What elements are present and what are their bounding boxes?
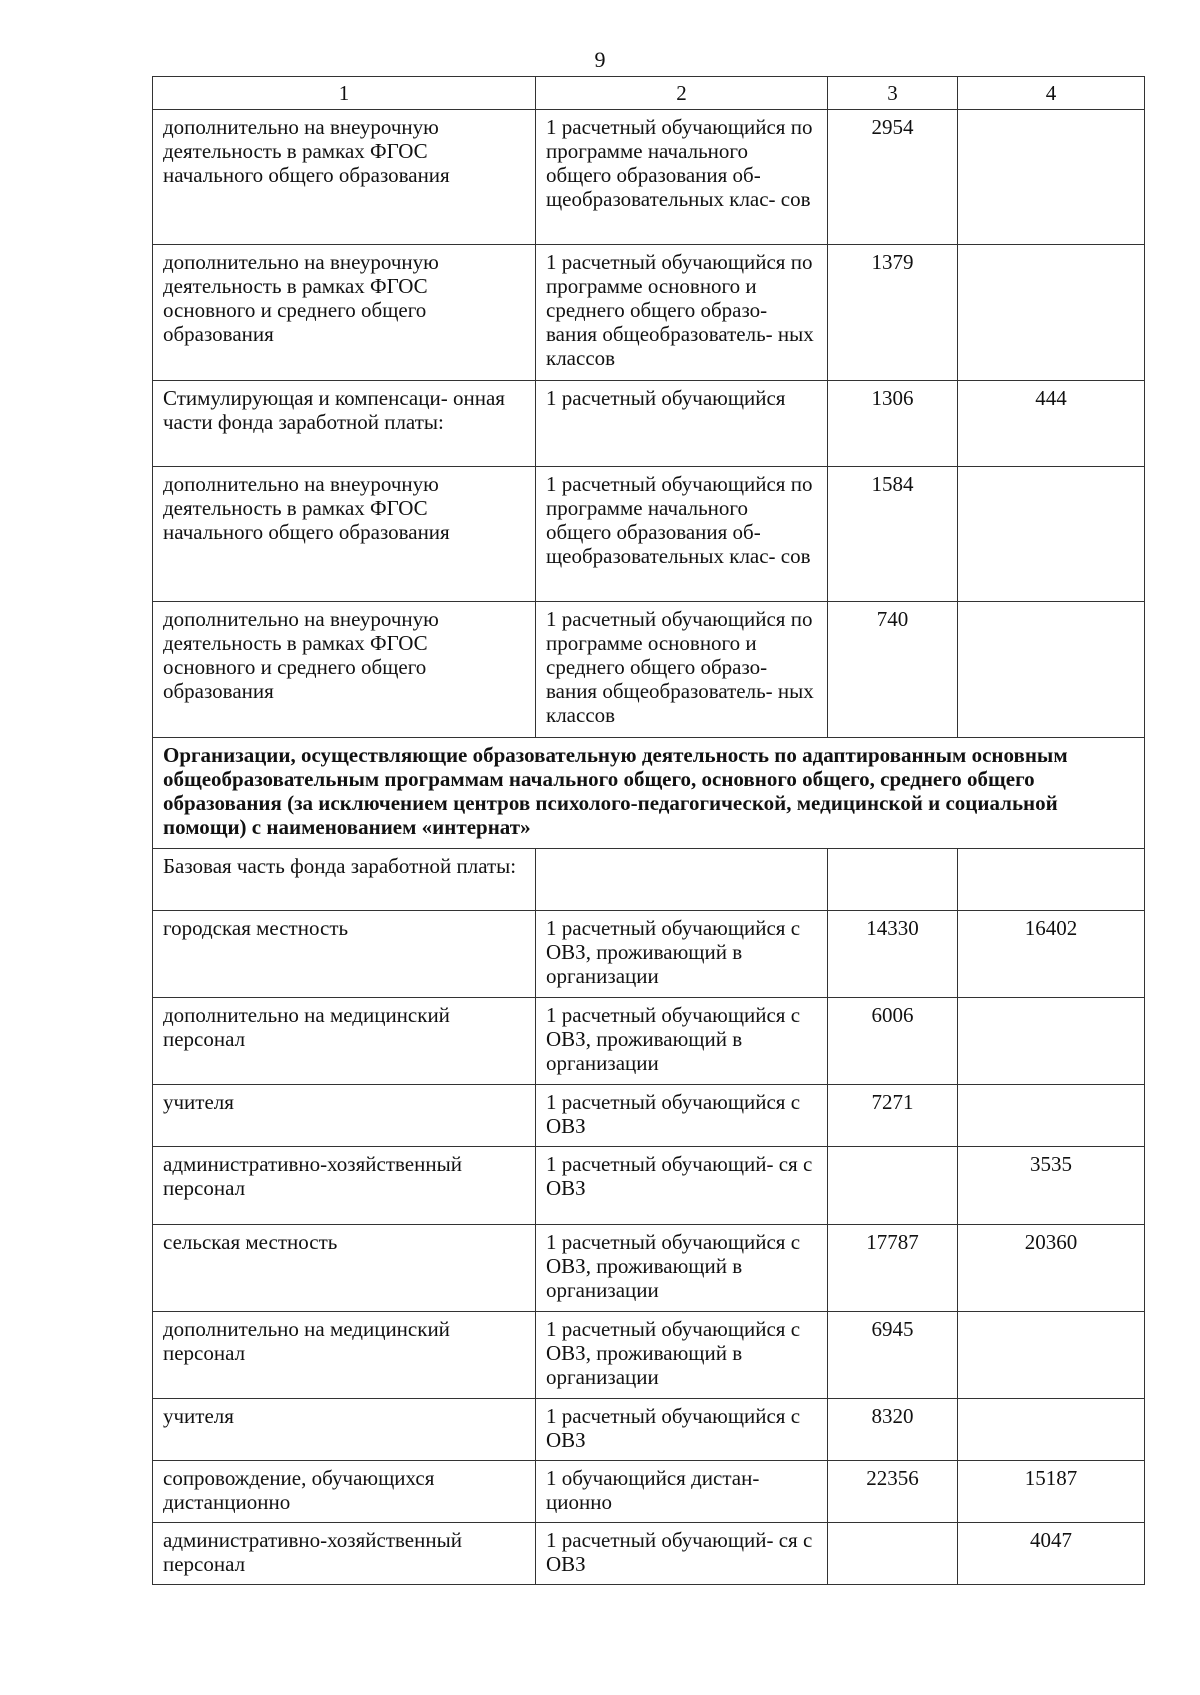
- table-row: [153, 1523, 1145, 1585]
- table-row: [153, 381, 1145, 467]
- row-unit: 1 расчетный обучающий- ся с ОВЗ: [536, 1523, 828, 1585]
- table-row: [153, 245, 1145, 381]
- header-cell: 1: [153, 77, 536, 110]
- row-unit: 1 расчетный обучающийся по программе основного и среднего общего образо- вания общеобразователь- ных классов: [536, 245, 828, 381]
- row-value-col4: 16402: [958, 911, 1145, 998]
- norms-table: [152, 76, 1145, 1585]
- table-row: [153, 1312, 1145, 1399]
- row-value-col3: 17787: [828, 1225, 958, 1312]
- table-row: [153, 998, 1145, 1085]
- row-value-col3: 740: [828, 602, 958, 738]
- row-unit: 1 обучающийся дистан- ционно: [536, 1461, 828, 1523]
- row-label: учителя: [153, 1399, 536, 1461]
- row-unit: 1 расчетный обучающийся с ОВЗ: [536, 1085, 828, 1147]
- row-unit: 1 расчетный обучающийся с ОВЗ, проживающий в организации: [536, 911, 828, 998]
- row-value-col3: 14330: [828, 911, 958, 998]
- row-unit: 1 расчетный обучающийся с ОВЗ, проживающий в организации: [536, 1312, 828, 1399]
- row-value-col4: [958, 245, 1145, 381]
- row-value-col3: 1379: [828, 245, 958, 381]
- row-value-col3: 2954: [828, 110, 958, 245]
- row-unit: 1 расчетный обучающийся с ОВЗ, проживающий в организации: [536, 1225, 828, 1312]
- table-row: [153, 1147, 1145, 1225]
- row-label: административно-хозяйственный персонал: [153, 1523, 536, 1585]
- section-row: [153, 738, 1145, 849]
- row-label: дополнительно на медицинский персонал: [153, 1312, 536, 1399]
- row-value-col4: 3535: [958, 1147, 1145, 1225]
- row-label: Базовая часть фонда заработной платы:: [153, 849, 536, 911]
- header-cell: 3: [828, 77, 958, 110]
- row-label: дополнительно на медицинский персонал: [153, 998, 536, 1085]
- row-value-col3: [828, 1147, 958, 1225]
- row-label: учителя: [153, 1085, 536, 1147]
- row-value-col4: [958, 1312, 1145, 1399]
- row-unit: 1 расчетный обучающийся с ОВЗ, проживающий в организации: [536, 998, 828, 1085]
- header-cell: 4: [958, 77, 1145, 110]
- table-row: [153, 911, 1145, 998]
- row-value-col4: [958, 602, 1145, 738]
- row-value-col4: [958, 467, 1145, 602]
- table-row: [153, 1085, 1145, 1147]
- row-value-col4: 20360: [958, 1225, 1145, 1312]
- row-value-col3: 6945: [828, 1312, 958, 1399]
- row-value-col3: 8320: [828, 1399, 958, 1461]
- row-unit: [536, 849, 828, 911]
- row-unit: 1 расчетный обучающий- ся с ОВЗ: [536, 1147, 828, 1225]
- table-row: [153, 1461, 1145, 1523]
- row-value-col4: [958, 1085, 1145, 1147]
- row-label: административно-хозяйственный персонал: [153, 1147, 536, 1225]
- row-value-col3: 22356: [828, 1461, 958, 1523]
- row-label: дополнительно на внеурочную деятельность в рамках ФГОС начального общего образования: [153, 467, 536, 602]
- row-value-col4: 15187: [958, 1461, 1145, 1523]
- row-value-col4: 444: [958, 381, 1145, 467]
- row-label: городская местность: [153, 911, 536, 998]
- header-cell: 2: [536, 77, 828, 110]
- row-value-col3: [828, 1523, 958, 1585]
- row-value-col4: [958, 849, 1145, 911]
- row-value-col3: 1306: [828, 381, 958, 467]
- row-value-col3: 6006: [828, 998, 958, 1085]
- row-unit: 1 расчетный обучающийся с ОВЗ: [536, 1399, 828, 1461]
- row-unit: 1 расчетный обучающийся по программе основного и среднего общего образо- вания общеобразователь- ных классов: [536, 602, 828, 738]
- row-value-col3: 1584: [828, 467, 958, 602]
- row-label: сельская местность: [153, 1225, 536, 1312]
- row-unit: 1 расчетный обучающийся по программе начального общего образования об- щеобразовательных клас- сов: [536, 467, 828, 602]
- row-label: дополнительно на внеурочную деятельность в рамках ФГОС основного и среднего общего образования: [153, 245, 536, 381]
- row-label: дополнительно на внеурочную деятельность в рамках ФГОС основного и среднего общего образования: [153, 602, 536, 738]
- row-value-col4: [958, 1399, 1145, 1461]
- table-row: [153, 602, 1145, 738]
- row-value-col3: 7271: [828, 1085, 958, 1147]
- table-row: [153, 467, 1145, 602]
- row-value-col4: 4047: [958, 1523, 1145, 1585]
- row-label: Стимулирующая и компенсаци- онная части фонда заработной платы:: [153, 381, 536, 467]
- page-number: 9: [594, 47, 606, 72]
- row-label: сопровождение, обучающихся дистанционно: [153, 1461, 536, 1523]
- table-row: [153, 1225, 1145, 1312]
- row-label: дополнительно на внеурочную деятельность в рамках ФГОС начального общего образования: [153, 110, 536, 245]
- row-unit: 1 расчетный обучающийся по программе начального общего образования об- щеобразовательных клас- сов: [536, 110, 828, 245]
- row-value-col3: [828, 849, 958, 911]
- table-row: [153, 849, 1145, 911]
- row-value-col4: [958, 110, 1145, 245]
- section-title: Организации, осуществляющие образовательную деятельность по адаптированным основным общеобразовательным программам начального общего, основного общего, среднего общего образования (за исключением центров психолого-педагогической, медицинской и социальной помощи) с наименованием «интернат»: [153, 738, 1145, 849]
- table-row: [153, 1399, 1145, 1461]
- row-value-col4: [958, 998, 1145, 1085]
- table-row: [153, 110, 1145, 245]
- row-unit: 1 расчетный обучающийся: [536, 381, 828, 467]
- table-header-row: [153, 77, 1145, 110]
